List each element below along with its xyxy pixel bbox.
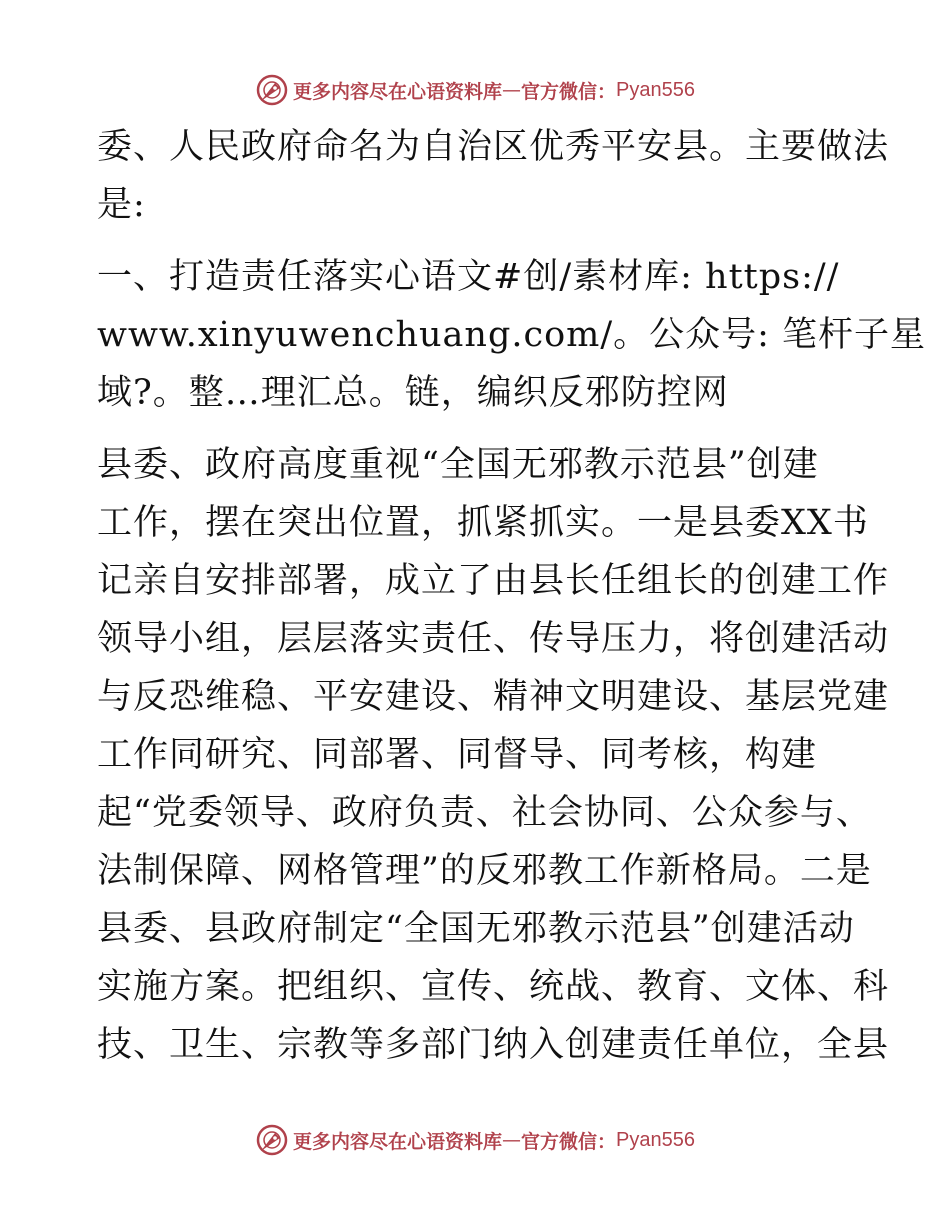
text-line: 县委、县政府制定“全国无邪教示范县”创建活动 (97, 909, 855, 949)
text-line: 域?。整…理汇总。链，编织反邪防控网 (97, 373, 729, 413)
footer-banner (0, 1118, 950, 1162)
banner-wechat-label: 官方微信： (521, 80, 617, 103)
text-line: 领导小组，层层落实责任、传导压力，将创建活动 (97, 619, 890, 659)
banner-wechat-id: Pyan556 (616, 1128, 695, 1151)
text-line: 记亲自安排部署，成立了由县长任组长的创建工作 (97, 561, 890, 601)
text-line: 是: (97, 185, 146, 225)
paragraph-intro (97, 118, 890, 234)
header-banner (0, 68, 950, 112)
banner-main-text: 更多内容尽在心语资料库 (293, 1130, 503, 1153)
text-line: www.xinyuwenchuang.com/。公众号: 笔杆子星 (97, 315, 927, 355)
document-body (97, 118, 927, 1074)
banner-wechat-id: Pyan556 (616, 78, 695, 101)
text-line: 一、打造责任落实心语文#创/素材库: https:// (97, 257, 840, 297)
paragraph-heading-one (97, 248, 927, 422)
text-line: 县委、政府高度重视“全国无邪教示范县”创建 (97, 445, 819, 485)
text-line: 起“党委领导、政府负责、社会协同、公众参与、 (97, 793, 872, 833)
pen-nib-logo-icon (255, 1123, 289, 1157)
text-line: 工作同研究、同部署、同督导、同考核，构建 (97, 735, 818, 775)
text-line: 实施方案。把组织、宣传、统战、教育、文体、科 (97, 967, 890, 1007)
text-line: 与反恐维稳、平安建设、精神文明建设、基层党建 (97, 677, 890, 717)
banner-wechat-label: 官方微信： (521, 1130, 617, 1153)
banner-separator: — (502, 1129, 522, 1151)
banner-separator: — (502, 79, 522, 101)
text-line: 法制保障、网格管理”的反邪教工作新格局。二是 (97, 851, 872, 891)
text-line: 技、卫生、宗教等多部门纳入创建责任单位，全县 (97, 1025, 890, 1065)
text-line: 委、人民政府命名为自治区优秀平安县。主要做法 (97, 127, 890, 167)
text-line: 工作，摆在突出位置，抓紧抓实。一是县委XX书 (97, 503, 869, 543)
paragraph-main (97, 436, 890, 1074)
pen-nib-logo-icon (255, 73, 289, 107)
banner-main-text: 更多内容尽在心语资料库 (293, 80, 503, 103)
